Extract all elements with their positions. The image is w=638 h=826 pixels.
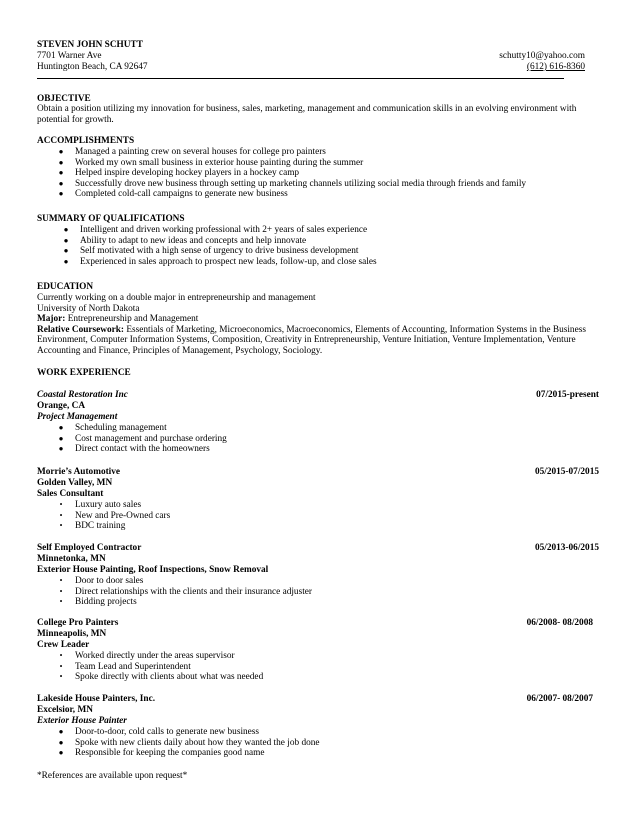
job-company: College Pro Painters: [37, 618, 119, 628]
job-dates: 05/2013-06/2015: [534, 543, 599, 553]
list-item: • BDC training: [59, 521, 126, 532]
job-title: Exterior House Painting, Roof Inspections, Snow Removal: [37, 565, 269, 575]
list-item: ● Self motivated with a high sense of urgency to drive business development: [63, 246, 359, 257]
job-location: Excelsior, MN: [37, 705, 93, 715]
email: schutty10@yahoo.com: [499, 51, 585, 61]
list-item: • New and Pre-Owned cars: [59, 510, 171, 521]
job-dates: 07/2015-present: [536, 390, 599, 400]
list-item: ● Responsible for keeping the companies good name: [58, 748, 265, 759]
list-item: • Worked directly under the areas supervisor: [59, 651, 235, 661]
address-line-2: Huntington Beach, CA 92647: [37, 62, 148, 72]
list-item: • Team Lead and Superintendent: [59, 661, 191, 672]
job-duties-list: [58, 727, 320, 759]
job-location: Minneapolis, MN: [37, 629, 107, 639]
job-company: Self Employed Contractor: [37, 543, 142, 553]
list-item: • Direct relationships with the clients and their insurance adjuster: [59, 586, 312, 597]
candidate-name: STEVEN JOHN SCHUTT: [37, 40, 143, 50]
list-item: ● Helped inspire developing hockey players in a hockey camp: [58, 168, 300, 179]
objective-heading: OBJECTIVE: [37, 94, 91, 104]
job-dates: 06/2007- 08/2007: [526, 694, 593, 704]
qualifications-list: [63, 225, 377, 267]
list-item: ● Scheduling management: [58, 423, 167, 433]
work-heading: WORK EXPERIENCE: [37, 368, 131, 378]
job-location: Minnetonka, MN: [37, 554, 106, 564]
job-title: Exterior House Painter: [37, 716, 127, 726]
phone[interactable]: (612) 616-8360: [526, 62, 585, 72]
job-company: Morrie’s Automotive: [37, 467, 121, 477]
education-school: University of North Dakota: [37, 303, 140, 314]
list-item: ● Successfully drove new business through setting up marketing channels utilizing social media through friends and family: [58, 178, 527, 189]
list-item: ● Spoke with new clients daily about how they wanted the job done: [58, 737, 320, 748]
job-duties-list: [58, 423, 227, 455]
list-item: ● Worked my own small business in exterior house painting during the summer: [58, 157, 364, 168]
address-line-1: 7701 Warner Ave: [37, 51, 102, 61]
list-item: • Luxury auto sales: [59, 500, 142, 510]
list-item: ● Door-to-door, cold calls to generate new business: [58, 727, 260, 737]
job-title: Project Management: [37, 412, 118, 422]
header-divider: [37, 78, 564, 79]
job-company: Coastal Restoration Inc: [37, 390, 128, 400]
list-item: ● Managed a painting crew on several houses for college pro painters: [58, 147, 326, 157]
list-item: • Door to door sales: [59, 576, 144, 586]
list-item: ● Completed cold-call campaigns to generate new business: [58, 189, 288, 200]
job-location: Orange, CA: [37, 401, 86, 411]
list-item: ● Direct contact with the homeowners: [58, 444, 210, 455]
accomplishments-heading: ACCOMPLISHMENTS: [37, 136, 135, 146]
objective-text: Obtain a position utilizing my innovation for business, sales, marketing, management and communication skills in an evolving environment with potential for growth.: [37, 104, 577, 125]
education-line-1: Currently working on a double major in entrepreneurship and management: [37, 293, 316, 303]
job-dates: 06/2008- 08/2008: [526, 618, 593, 628]
job-duties-list: [59, 576, 312, 608]
job-dates: 05/2015-07/2015: [534, 467, 599, 477]
accomplishments-list: [58, 147, 527, 200]
education-heading: EDUCATION: [37, 282, 94, 292]
list-item: ● Experienced in sales approach to prospect new leads, follow-up, and close sales: [63, 256, 377, 267]
job-duties-list: [59, 651, 264, 683]
job-location: Golden Valley, MN: [37, 478, 113, 488]
education-major: Major: Entrepreneurship and Management: [37, 314, 199, 324]
list-item: ● Cost management and purchase ordering: [58, 433, 227, 444]
references-note: *References are available upon request*: [37, 771, 188, 781]
list-item: • Bidding projects: [59, 597, 137, 608]
job-title: Crew Leader: [37, 640, 90, 650]
job-company: Lakeside House Painters, Inc.: [37, 694, 156, 704]
list-item: ● Ability to adapt to new ideas and concepts and help innovate: [63, 235, 307, 246]
job-title: Sales Consultant: [37, 489, 104, 499]
list-item: • Spoke directly with clients about what was needed: [59, 672, 264, 683]
qualifications-heading: SUMMARY OF QUALIFICATIONS: [37, 214, 185, 224]
job-duties-list: [59, 500, 171, 532]
education-coursework: Relative Coursework: Essentials of Marketing, Microeconomics, Macroeconomics, Elements of Accounting, Information Systems in the Business Environment, Computer Information Systems, Composition, Creativity in Entrepreneurship, Venture Initiation, Venture Implementation, Venture Accounting and Finance, Principles of Management, Psychology, Sociology.: [37, 324, 586, 356]
list-item: ● Intelligent and driven working professional with 2+ years of sales experience: [63, 225, 368, 235]
